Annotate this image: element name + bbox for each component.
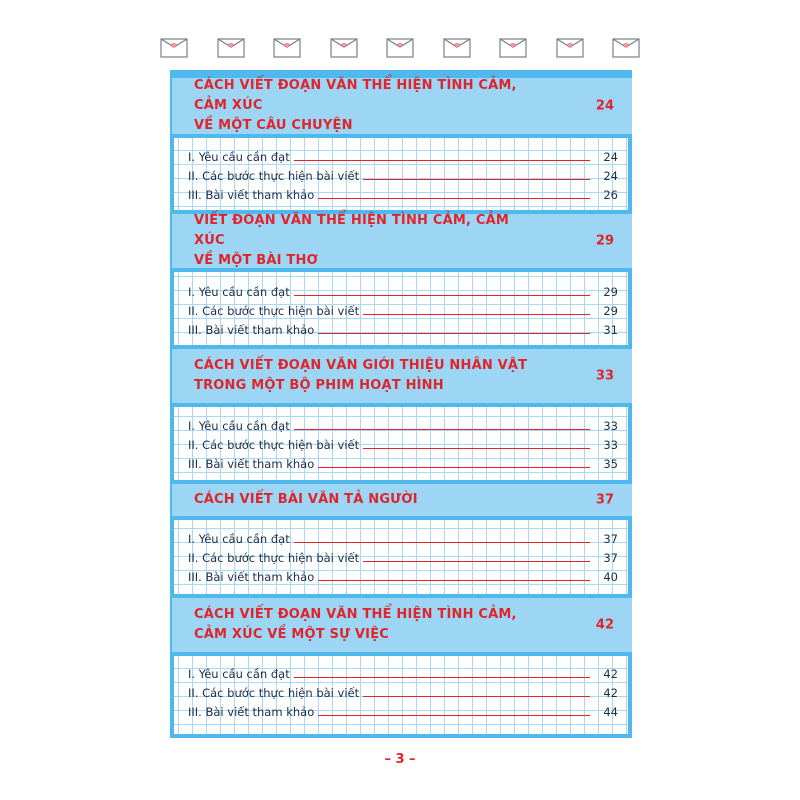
section-entries xyxy=(188,527,618,584)
toc-entry[interactable] xyxy=(188,546,618,565)
toc-entry[interactable] xyxy=(188,318,618,337)
toc-entry-page: 42 xyxy=(603,686,618,700)
dotted-leader-line xyxy=(294,295,590,296)
binder-rings xyxy=(160,36,640,60)
toc-entry-page: 33 xyxy=(603,419,618,433)
toc-entry[interactable] xyxy=(188,145,618,164)
section-page-number: 42 xyxy=(595,617,614,633)
toc-entry-label: I. Yêu cầu cần đạt xyxy=(188,150,290,164)
section-title-line: VỀ MỘT BÀI THƠ xyxy=(194,253,319,268)
dotted-leader-line xyxy=(294,542,590,543)
binder-ring-icon xyxy=(386,36,414,58)
binder-ring-icon xyxy=(499,36,527,58)
toc-entry-page: 29 xyxy=(603,285,618,299)
section-title xyxy=(194,490,534,510)
binder-ring-icon xyxy=(273,36,301,58)
toc-entry-label: II. Các bước thực hiện bài viết xyxy=(188,169,360,183)
section-title-line: VỀ MỘT CÂU CHUYỆN xyxy=(194,118,353,133)
binder-ring-icon xyxy=(612,36,640,58)
section-entries xyxy=(188,280,618,337)
section-page-number: 33 xyxy=(595,368,614,384)
toc-entry[interactable] xyxy=(188,183,618,202)
section-title-line: VIẾT ĐOẠN VĂN THỂ HIỆN TÌNH CẢM, CẢM XÚC xyxy=(194,213,509,248)
toc-entry-page: 31 xyxy=(603,323,618,337)
section-entries xyxy=(188,145,618,202)
section-page-number: 29 xyxy=(595,233,614,249)
toc-entry[interactable] xyxy=(188,299,618,318)
toc-entry-page: 37 xyxy=(603,532,618,546)
dotted-leader-line xyxy=(363,561,590,562)
binder-ring-icon xyxy=(556,36,584,58)
dotted-leader-line xyxy=(363,314,590,315)
section-header xyxy=(172,594,632,656)
section-title xyxy=(194,211,534,271)
toc-entry-label: I. Yêu cầu cần đạt xyxy=(188,667,290,681)
toc-entry-label: II. Các bước thực hiện bài viết xyxy=(188,438,360,452)
toc-entry-label: II. Các bước thực hiện bài viết xyxy=(188,304,360,318)
section-entries xyxy=(188,662,618,719)
dotted-leader-line xyxy=(318,715,590,716)
toc-entry[interactable] xyxy=(188,452,618,471)
section-title-line: CẢM XÚC VỀ MỘT SỰ VIỆC xyxy=(194,627,390,642)
toc-entry-label: II. Các bước thực hiện bài viết xyxy=(188,551,360,565)
toc-entry[interactable] xyxy=(188,164,618,183)
dotted-leader-line xyxy=(318,198,590,199)
toc-entry-label: III. Bài viết tham khảo xyxy=(188,705,315,719)
toc-entry-label: II. Các bước thực hiện bài viết xyxy=(188,686,360,700)
section-title-line: CÁCH VIẾT ĐOẠN VĂN GIỚI THIỆU NHÂN VẬT xyxy=(194,358,528,373)
section-entries xyxy=(188,414,618,471)
toc-entry[interactable] xyxy=(188,565,618,584)
dotted-leader-line xyxy=(294,429,590,430)
toc-entry-page: 35 xyxy=(603,457,618,471)
binder-ring-icon xyxy=(330,36,358,58)
toc-entry-label: III. Bài viết tham khảo xyxy=(188,570,315,584)
dotted-leader-line xyxy=(318,467,590,468)
toc-entry[interactable] xyxy=(188,662,618,681)
dotted-leader-line xyxy=(294,160,590,161)
dotted-leader-line xyxy=(318,580,590,581)
section-title xyxy=(194,76,534,136)
toc-entry-label: I. Yêu cầu cần đạt xyxy=(188,532,290,546)
page-number-footer: – 3 – xyxy=(384,752,416,767)
section-title-line: CÁCH VIẾT BÀI VĂN TẢ NGƯỜI xyxy=(194,492,418,507)
binder-ring-icon xyxy=(217,36,245,58)
toc-entry-page: 24 xyxy=(603,150,618,164)
dotted-leader-line xyxy=(363,179,590,180)
toc-entry-page: 42 xyxy=(603,667,618,681)
toc-entry[interactable] xyxy=(188,681,618,700)
section-title-line: TRONG MỘT BỘ PHIM HOẠT HÌNH xyxy=(194,378,444,393)
section-title-line: CÁCH VIẾT ĐOẠN VĂN THỂ HIỆN TÌNH CẢM, xyxy=(194,607,517,622)
section-title-line: CÁCH VIẾT ĐOẠN VĂN THỂ HIỆN TÌNH CẢM, CẢM XÚC xyxy=(194,78,517,113)
toc-entry-page: 44 xyxy=(603,705,618,719)
toc-entry-label: I. Yêu cầu cần đạt xyxy=(188,285,290,299)
binder-ring-icon xyxy=(443,36,471,58)
toc-entry-label: III. Bài viết tham khảo xyxy=(188,188,315,202)
dotted-leader-line xyxy=(294,677,590,678)
section-title xyxy=(194,605,534,645)
toc-entry-page: 26 xyxy=(603,188,618,202)
section-title xyxy=(194,356,534,396)
section-header xyxy=(172,480,632,520)
toc-entry-label: I. Yêu cầu cần đạt xyxy=(188,419,290,433)
binder-ring-icon xyxy=(160,36,188,58)
section-header xyxy=(172,74,632,138)
toc-entry[interactable] xyxy=(188,280,618,299)
dotted-leader-line xyxy=(363,696,590,697)
toc-entry[interactable] xyxy=(188,700,618,719)
dotted-leader-line xyxy=(318,333,590,334)
section-header xyxy=(172,345,632,407)
dotted-leader-line xyxy=(363,448,590,449)
toc-entry[interactable] xyxy=(188,414,618,433)
section-page-number: 24 xyxy=(595,98,614,114)
toc-entry-label: III. Bài viết tham khảo xyxy=(188,323,315,337)
toc-entry[interactable] xyxy=(188,433,618,452)
toc-entry-page: 29 xyxy=(603,304,618,318)
toc-entry-page: 24 xyxy=(603,169,618,183)
section-header xyxy=(172,210,632,272)
toc-entry-label: III. Bài viết tham khảo xyxy=(188,457,315,471)
toc-entry-page: 40 xyxy=(603,570,618,584)
toc-entry-page: 37 xyxy=(603,551,618,565)
section-page-number: 37 xyxy=(595,492,614,508)
toc-entry-page: 33 xyxy=(603,438,618,452)
toc-entry[interactable] xyxy=(188,527,618,546)
